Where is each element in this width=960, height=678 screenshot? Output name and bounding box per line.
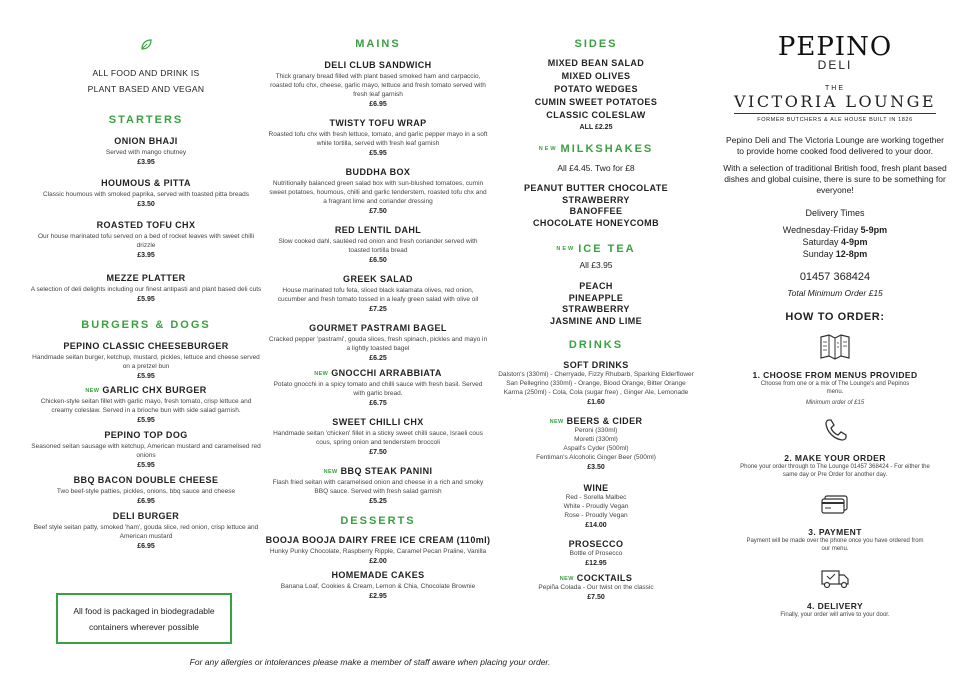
item-name: RED LENTIL DAHL <box>334 225 422 235</box>
drink-desc: Aspall's Cyder (500ml) <box>563 445 629 452</box>
step-note: Minimum order of £15 <box>805 400 865 406</box>
ice-tea-item: STRAWBERRY <box>562 304 630 314</box>
mains-list <box>262 60 494 505</box>
item-desc: Two beef-style patties, pickles, onions, bbq sauce and cheese <box>56 488 236 495</box>
drink-item <box>494 360 698 406</box>
menu-item <box>262 570 494 600</box>
how-to-order-title: HOW TO ORDER: <box>785 311 885 323</box>
intro-paragraph: With a selection of traditional British food, fresh plant based dishes and global cuisine, there is sure to be something for everyone! <box>723 163 947 195</box>
item-name: BUDDHA BOX <box>345 167 411 177</box>
ice-tea-item: PINEAPPLE <box>568 292 624 303</box>
column-sides-drinks <box>494 0 698 601</box>
drink-desc: Karma (250ml) - Cola, Cola (sugar free) , Ginger Ale, Lemonade <box>503 389 689 396</box>
drink-name: PROSECCO <box>568 539 624 549</box>
payment-card-icon <box>818 490 852 518</box>
menu-item <box>262 274 494 313</box>
item-price: £5.95 <box>137 373 155 380</box>
drink-desc: White - Proudly Vegan <box>563 503 629 510</box>
item-desc: Chicken-style seitan fillet with garlic mayo, fresh tomato, crisp lettuce and creamy coleslaw. Served in a brioche bun with side salad garnish. <box>40 398 252 414</box>
item-price: £3.50 <box>137 201 155 208</box>
menu-item <box>30 273 262 303</box>
side-item: MIXED OLIVES <box>561 71 631 81</box>
drink-desc: Rose - Proudly Vegan <box>564 512 628 519</box>
step-title: 4. DELIVERY <box>806 601 864 611</box>
phone-icon <box>818 416 852 444</box>
item-name: TWISTY TOFU WRAP <box>329 118 427 128</box>
victoria-lounge-logo <box>718 85 952 123</box>
drink-desc: Moretti (330ml) <box>574 436 618 443</box>
starters-heading: STARTERS <box>108 114 184 126</box>
item-price: £5.95 <box>137 462 155 469</box>
drink-item <box>494 483 698 529</box>
item-desc: Beef style seitan patty, smoked 'ham', gouda slice, red onion, crisp lettuce and American mustard <box>33 524 259 540</box>
drink-desc: Dalston's (330ml) - Cherryade, Fizzy Rhubarb, Sparking Elderflower <box>498 371 694 378</box>
item-price: £2.95 <box>369 593 387 600</box>
new-badge: NEW <box>556 246 576 253</box>
venue-sub: FORMER BUTCHERS & ALE HOUSE BUILT IN 1826 <box>757 117 913 123</box>
burgers-heading: BURGERS & DOGS <box>81 319 211 331</box>
menu-item <box>262 167 494 215</box>
item-name: PEPINO TOP DOG <box>104 430 188 440</box>
intro-line: ALL FOOD AND DRINK IS <box>92 68 200 78</box>
item-name: DELI CLUB SANDWICH <box>324 60 432 70</box>
leaf-icon <box>139 38 153 52</box>
new-badge: NEW <box>323 468 338 475</box>
item-name: HOMEMADE CAKES <box>331 570 425 580</box>
item-desc: Handmade seitan 'chicken' fillet in a sticky sweet chilli sauce, Israeli cous cous, spring onion and tenderstem broccoli <box>273 430 483 446</box>
order-step <box>718 564 952 619</box>
desserts-heading: DESSERTS <box>340 515 416 527</box>
drink-price: £7.50 <box>587 594 605 601</box>
drink-item <box>494 539 698 567</box>
venue-name: VICTORIA LOUNGE <box>734 92 936 114</box>
menu-item <box>262 225 494 264</box>
milkshakes-price: All £4.45. Two for £8 <box>557 163 635 173</box>
menu-item <box>262 368 494 407</box>
milkshake-item: PEANUT BUTTER CHOCOLATE <box>523 183 669 193</box>
item-price: £6.95 <box>369 101 387 108</box>
drinks-heading: DRINKS <box>568 339 624 351</box>
item-desc: Slow cooked dahl, sautéed red onion and fresh coriander served with toasted tortilla bread <box>278 238 478 254</box>
item-desc: Handmade seitan burger, ketchup, mustard, pickles, lettuce and cheese served on a pretzel bun <box>32 354 260 370</box>
order-step <box>718 416 952 479</box>
item-name: MEZZE PLATTER <box>106 273 186 283</box>
item-price: £6.95 <box>137 543 155 550</box>
logo-text: PEPINO <box>777 32 893 62</box>
logo-sub: DELI <box>817 58 853 72</box>
menu-item <box>30 341 262 380</box>
new-badge: NEW <box>538 146 558 153</box>
new-badge: NEW <box>549 418 564 425</box>
sides-heading: SIDES <box>574 38 618 50</box>
item-price: £5.25 <box>369 498 387 505</box>
step-desc: Payment will be made over the phone once you have ordered from our menu. <box>746 538 924 552</box>
drink-name: WINE <box>583 483 609 493</box>
item-name: NEW BBQ STEAK PANINI <box>323 466 433 476</box>
pepino-logo <box>718 32 952 72</box>
side-item: POTATO WEDGES <box>554 84 638 94</box>
column-mains-desserts <box>262 0 494 600</box>
drink-price: £1.60 <box>587 399 605 406</box>
eco-line: All food is packaged in biodegradable <box>73 605 215 616</box>
item-name: GOURMET PASTRAMI BAGEL <box>309 323 447 333</box>
item-desc: Hunky Punky Chocolate, Raspberry Ripple, Caramel Pecan Praline, Vanilla <box>269 548 487 555</box>
logo-the: THE <box>825 85 845 92</box>
menu-item <box>30 220 262 259</box>
item-desc: Served with mango chutney <box>105 149 187 156</box>
item-price: £6.25 <box>369 355 387 362</box>
step-desc: Finally, your order will arrive to your door. <box>780 612 890 618</box>
menu-item <box>262 417 494 456</box>
menu-item <box>262 323 494 362</box>
plant-based-intro <box>30 65 262 97</box>
ice-tea-price: All £3.95 <box>579 260 613 270</box>
menu-item <box>30 511 262 550</box>
intro-paragraph: Pepino Deli and The Victoria Lounge are working together to provide home cooked food delivered to your door. <box>726 135 944 156</box>
ice-tea-item: JASMINE AND LIME <box>549 315 643 326</box>
step-desc: Phone your order through to The Lounge 01457 368424 - For either the same day or Pre Order for another day. <box>740 464 930 478</box>
mains-heading: MAINS <box>355 38 401 50</box>
drink-name: NEW BEERS & CIDER <box>549 416 643 426</box>
item-name: DELI BURGER <box>112 511 180 521</box>
ice-tea-heading: NEW ICE TEA <box>556 243 636 255</box>
drink-item <box>494 416 698 471</box>
item-price: £5.95 <box>369 150 387 157</box>
drink-name: SOFT DRINKS <box>563 360 629 370</box>
menu-item <box>30 385 262 424</box>
item-price: £7.50 <box>369 449 387 456</box>
item-price: £3.95 <box>137 159 155 166</box>
intro-line: PLANT BASED AND VEGAN <box>87 84 205 94</box>
new-badge: NEW <box>559 575 574 582</box>
sides-list <box>494 57 698 122</box>
drinks-list <box>494 360 698 601</box>
delivery-row: Sunday 12-8pm <box>802 249 868 259</box>
step-title: 3. PAYMENT <box>808 527 862 537</box>
side-item: MIXED BEAN SALAD <box>547 58 645 68</box>
item-desc: Nutritionally balanced green salad box with sun-blushed tomatoes, cumin sweet potatoes, houmous, chilli and garlic tenderstem, roasted tofu chx and a fragrant lime and coriander dressing <box>269 180 487 205</box>
drink-desc: Peroni (330ml) <box>574 427 618 434</box>
delivery-times <box>718 224 952 260</box>
delivery-truck-icon <box>818 564 852 592</box>
delivery-row: Saturday 4-9pm <box>802 237 868 247</box>
menu-item <box>30 178 262 208</box>
drink-price: £14.00 <box>585 522 607 529</box>
eco-packaging-note <box>56 593 232 644</box>
menu-item <box>262 60 494 108</box>
sides-price: ALL £2.25 <box>579 124 613 131</box>
milkshake-item: STRAWBERRY <box>562 194 630 205</box>
drink-desc: Red - Sorella Malbec <box>565 494 627 501</box>
drink-desc: Pepiña Colada - Our twist on the classic <box>538 584 654 591</box>
item-price: £6.95 <box>137 498 155 505</box>
item-name: ONION BHAJI <box>114 136 178 146</box>
item-price: £5.95 <box>137 417 155 424</box>
drink-desc: San Pellegrino (330ml) - Orange, Blood Orange, Bitter Orange <box>506 380 686 387</box>
new-badge: NEW <box>314 370 329 377</box>
milkshake-item: BANOFFEE <box>569 206 623 216</box>
milkshakes-list <box>494 183 698 229</box>
menu-item <box>262 118 494 157</box>
side-item: CLASSIC COLESLAW <box>546 110 646 120</box>
item-desc: Roasted tofu chx with fresh lettuce, tomato, and garlic pepper mayo in a soft white tortilla, served with fresh leaf garnish <box>268 131 488 147</box>
item-price: £5.95 <box>137 296 155 303</box>
step-title: 2. MAKE YOUR ORDER <box>784 453 886 463</box>
minimum-order: Total Minimum Order £15 <box>787 288 883 298</box>
milkshakes-heading: NEW MILKSHAKES <box>538 143 654 155</box>
order-step <box>718 490 952 553</box>
item-price: £7.25 <box>369 306 387 313</box>
item-name: NEW GNOCCHI ARRABBIATA <box>314 368 442 378</box>
drink-price: £3.50 <box>587 464 605 471</box>
step-desc: Choose from one or a mix of The Lounge's and Pepinos menu. <box>760 381 910 395</box>
drink-desc: Fentiman's Alcoholic Ginger Beer (500ml) <box>536 454 656 461</box>
delivery-times-title: Delivery Times <box>805 208 865 218</box>
milkshake-item: CHOCOLATE HONEYCOMB <box>533 217 659 228</box>
item-desc: Flash fried seitan with caramelised onion and cheese in a rich and smoky BBQ sauce. Served with fresh salad garnish <box>272 479 484 495</box>
item-price: £6.50 <box>369 257 387 264</box>
item-desc: Classic houmous with smoked paprika, served with toasted pitta breads <box>43 191 249 198</box>
item-name: SWEET CHILLI CHX <box>332 417 424 427</box>
menu-item <box>262 535 494 565</box>
item-desc: Banana Loaf, Cookies & Cream, Lemon & Chia, Chocolate Brownie <box>280 583 476 590</box>
phone-number[interactable]: 01457 368424 <box>799 271 871 283</box>
delivery-row: Wednesday-Friday 5-9pm <box>782 225 888 235</box>
item-name: ROASTED TOFU CHX <box>96 220 196 230</box>
menu-item <box>30 430 262 469</box>
ice-tea-item: PEACH <box>579 281 613 291</box>
item-name: BOOJA BOOJA DAIRY FREE ICE CREAM (110ml) <box>265 535 491 545</box>
menu-item <box>30 475 262 505</box>
item-name: GREEK SALAD <box>343 274 413 284</box>
item-desc: A selection of deli delights including our finest antipasti and plant based deli cuts <box>30 286 262 293</box>
new-badge: NEW <box>85 387 100 394</box>
item-price: £2.00 <box>369 558 387 565</box>
item-desc: Thick granary bread filled with plant based smoked ham and carpaccio, roasted tofu chx, cheese, garlic mayo, lettuce and fresh tomato served with fresh leaf garnish <box>270 73 486 98</box>
side-item: CUMIN SWEET POTATOES <box>534 97 658 107</box>
item-price: £3.95 <box>137 252 155 259</box>
item-desc: House marinated tofu feta, sliced black kalamata olives, red onion, cucumber and fresh tomato tossed in a leafy green salad with olive oil <box>277 287 479 303</box>
item-desc: Seasoned seitan sausage with ketchup, American mustard and caramelised red onions <box>31 443 261 459</box>
drink-price: £12.95 <box>585 560 607 567</box>
item-name: BBQ BACON DOUBLE CHEESE <box>73 475 219 485</box>
step-title: 1. CHOOSE FROM MENUS PROVIDED <box>752 370 918 380</box>
order-step <box>718 333 952 407</box>
item-name: PEPINO CLASSIC CHEESEBURGER <box>63 341 229 351</box>
drink-desc: Bottle of Prosecco <box>569 550 623 557</box>
allergy-footer: For any allergies or intolerances please make a member of staff aware when placing your order. <box>189 657 551 667</box>
drink-name: NEW COCKTAILS <box>559 573 633 583</box>
ice-tea-list <box>494 281 698 327</box>
item-desc: Cracked pepper 'pastrami', gouda slices, fresh spinach, pickles and mayo in a lightly toasted bagel <box>268 336 488 352</box>
menu-icon <box>818 333 852 361</box>
item-desc: Potato gnocchi in a spicy tomato and chilli sauce with fresh basil. Served with garlic bread. <box>273 381 483 397</box>
item-desc: Our house marinated tofu served on a bed of rocket leaves with sweet chilli drizzle <box>37 233 255 249</box>
item-price: £7.50 <box>369 208 387 215</box>
drink-item <box>494 573 698 601</box>
menu-item <box>30 136 262 166</box>
menu-item <box>262 466 494 505</box>
column-info <box>718 0 952 619</box>
item-name: HOUMOUS & PITTA <box>101 178 191 188</box>
item-price: £6.75 <box>369 400 387 407</box>
column-starters-burgers <box>30 0 262 550</box>
eco-line: containers wherever possible <box>88 621 200 632</box>
item-name: NEW GARLIC CHX BURGER <box>85 385 207 395</box>
